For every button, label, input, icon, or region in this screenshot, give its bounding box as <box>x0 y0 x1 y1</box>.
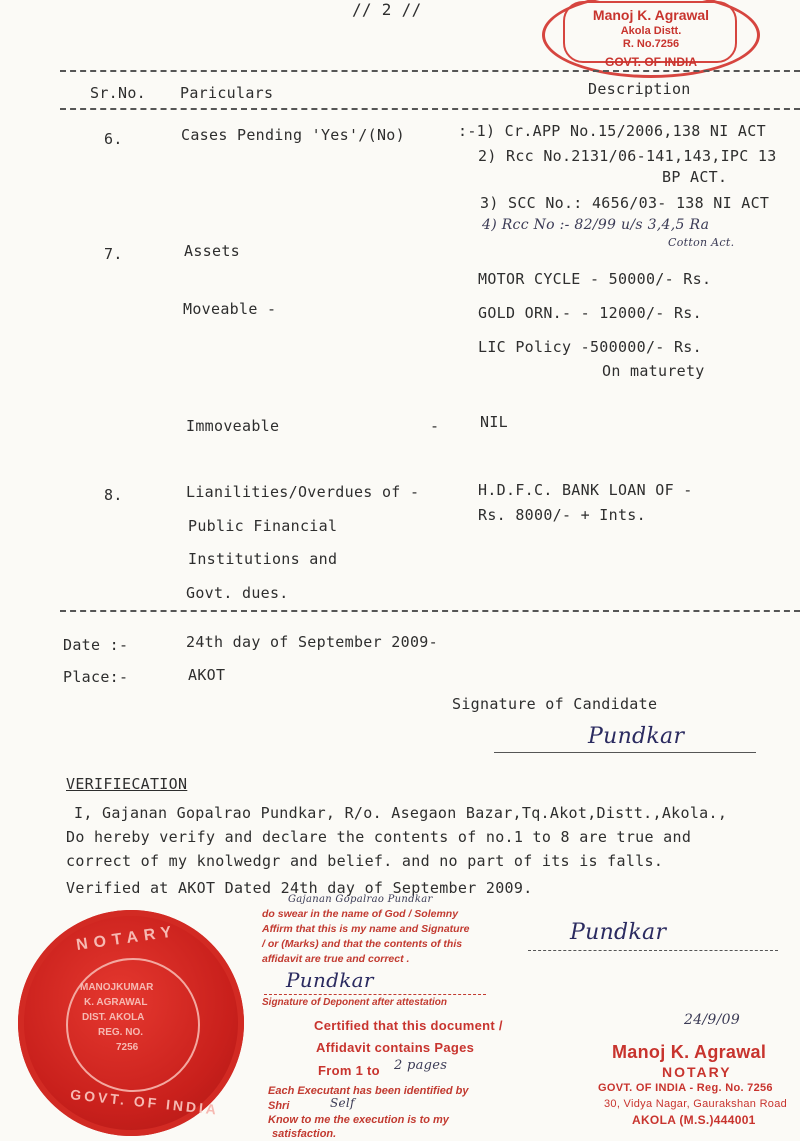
header-particulars: Pariculars <box>180 84 274 102</box>
divider <box>60 70 800 72</box>
oath-line2: Affirm that this is my name and Signature <box>262 923 470 935</box>
right-sig-line <box>528 950 778 951</box>
page-marker: // 2 // <box>352 0 422 19</box>
header-srno: Sr.No. <box>90 84 146 102</box>
asset-gold: GOLD ORN.- - 12000/- Rs. <box>478 304 702 322</box>
oath-line3: / or (Marks) and that the contents of this <box>262 938 463 950</box>
seal-center-line3: DIST. AKOLA <box>82 1012 145 1023</box>
pages-handwritten: 2 pages <box>394 1058 448 1073</box>
asset-lic: LIC Policy -500000/- Rs. <box>478 338 702 356</box>
oath-line1: do swear in the name of God / Solemny <box>262 908 459 920</box>
divider <box>60 108 800 110</box>
row8-label4: Govt. dues. <box>186 584 289 602</box>
top-notary-stamp <box>542 0 760 78</box>
seal-center-line5: 7256 <box>116 1042 139 1053</box>
notary-address1: 30, Vidya Nagar, Gaurakshan Road <box>604 1098 788 1110</box>
row7-number: 7. <box>104 245 123 263</box>
certified-line5: Shri <box>268 1100 290 1112</box>
row6-desc3: 3) SCC No.: 4656/03- 138 NI ACT <box>480 194 770 212</box>
seal-center-line1: MANOJKUMAR <box>80 982 154 993</box>
header-description: Description <box>588 80 691 98</box>
moveable-label: Moveable - <box>183 300 277 318</box>
place-label: Place:- <box>63 668 129 686</box>
row8-label3: Institutions and <box>188 550 338 568</box>
row8-value1: H.D.F.C. BANK LOAN OF - <box>478 481 693 499</box>
notary-seal <box>18 910 244 1136</box>
verification-line1: I, Gajanan Gopalrao Pundkar, R/o. Asegaon Bazar,Tq.Akot,Distt.,Akola., <box>74 804 728 822</box>
immoveable-dash: - <box>430 417 440 435</box>
seal-center-line2: K. AGRAWAL <box>84 997 148 1008</box>
immoveable-label: Immoveable <box>186 417 280 435</box>
notary-name: Manoj K. Agrawal <box>612 1042 767 1062</box>
place-value: AKOT <box>188 666 226 684</box>
verification-title: VERIFIECATION <box>66 775 188 793</box>
certified-line3: From 1 to <box>318 1063 380 1078</box>
certified-line1: Certified that this document / <box>314 1018 503 1033</box>
row8-number: 8. <box>104 486 123 504</box>
deponent-sig-line <box>264 994 486 995</box>
seal-center-line4: REG. NO. <box>98 1027 144 1038</box>
row6-number: 6. <box>104 130 123 148</box>
notary-signature-handwritten: 24/9/09 <box>684 1012 741 1028</box>
signature-line <box>494 752 756 753</box>
certified-line2: Affidavit contains Pages <box>316 1040 475 1055</box>
shri-handwritten: Self <box>330 1096 355 1110</box>
row8-label1: Lianilities/Overdues of - <box>186 483 420 501</box>
row8-value2: Rs. 8000/- + Ints. <box>478 506 646 524</box>
notary-address2: AKOLA (M.S.)444001 <box>632 1113 756 1127</box>
oath-caption: Signature of Deponent after attestation <box>262 997 448 1008</box>
deponent-name-handwritten: Gajanan Gopalrao Pundkar <box>288 894 433 905</box>
row6-desc1: :-1) Cr.APP No.15/2006,138 NI ACT <box>458 122 766 140</box>
candidate-signature: Pundkar <box>588 724 685 749</box>
row6-desc4-handwritten: 4) Rcc No :- 82/99 u/s 3,4,5 Ra <box>482 217 710 233</box>
asset-motorcycle: MOTOR CYCLE - 50000/- Rs. <box>478 270 712 288</box>
divider <box>60 610 800 612</box>
row7-label: Assets <box>184 242 240 260</box>
certified-line7: satisfaction. <box>272 1128 337 1140</box>
asset-lic-note: On maturety <box>602 362 705 380</box>
row6-label: Cases Pending 'Yes'/(No) <box>181 126 405 144</box>
seal-bottom-text: GOVT. OF INDIA <box>69 1086 220 1118</box>
deponent-signature: Pundkar <box>286 968 374 992</box>
seal-top-text: NOTARY <box>75 923 179 955</box>
stamp-place: Akola Distt. <box>620 25 682 37</box>
right-signature: Pundkar <box>570 920 667 945</box>
date-value: 24th day of September 2009- <box>186 633 438 651</box>
row8-label2: Public Financial <box>188 517 338 535</box>
stamp-reg: R. No.7256 <box>622 38 680 50</box>
oath-line4: affidavit are true and correct . <box>262 953 410 965</box>
row6-desc4b-handwritten: Cotton Act. <box>668 236 735 249</box>
certified-line4: Each Executant has been identified by <box>268 1085 469 1097</box>
row6-desc2b: BP ACT. <box>662 168 728 186</box>
immoveable-value: NIL <box>480 413 508 431</box>
verification-line3: correct of my knolwedgr and belief. and no part of its is falls. <box>66 852 664 870</box>
notary-govt: GOVT. OF INDIA - Reg. No. 7256 <box>598 1082 773 1094</box>
certified-line6: Know to me the execution is to my <box>268 1114 449 1126</box>
stamp-name: Manoj K. Agrawal <box>592 7 710 23</box>
notary-title: NOTARY <box>662 1064 732 1080</box>
signature-caption: Signature of Candidate <box>452 695 658 713</box>
date-label: Date :- <box>63 636 129 654</box>
row6-desc2: 2) Rcc No.2131/06-141,143,IPC 13 <box>478 147 777 165</box>
verification-line4: Verified at AKOT Dated 24th day of September 2009. <box>66 879 533 897</box>
verification-line2: Do hereby verify and declare the contents of no.1 to 8 are true and <box>66 828 692 846</box>
stamp-govt: GOVT. OF INDIA <box>604 55 697 69</box>
